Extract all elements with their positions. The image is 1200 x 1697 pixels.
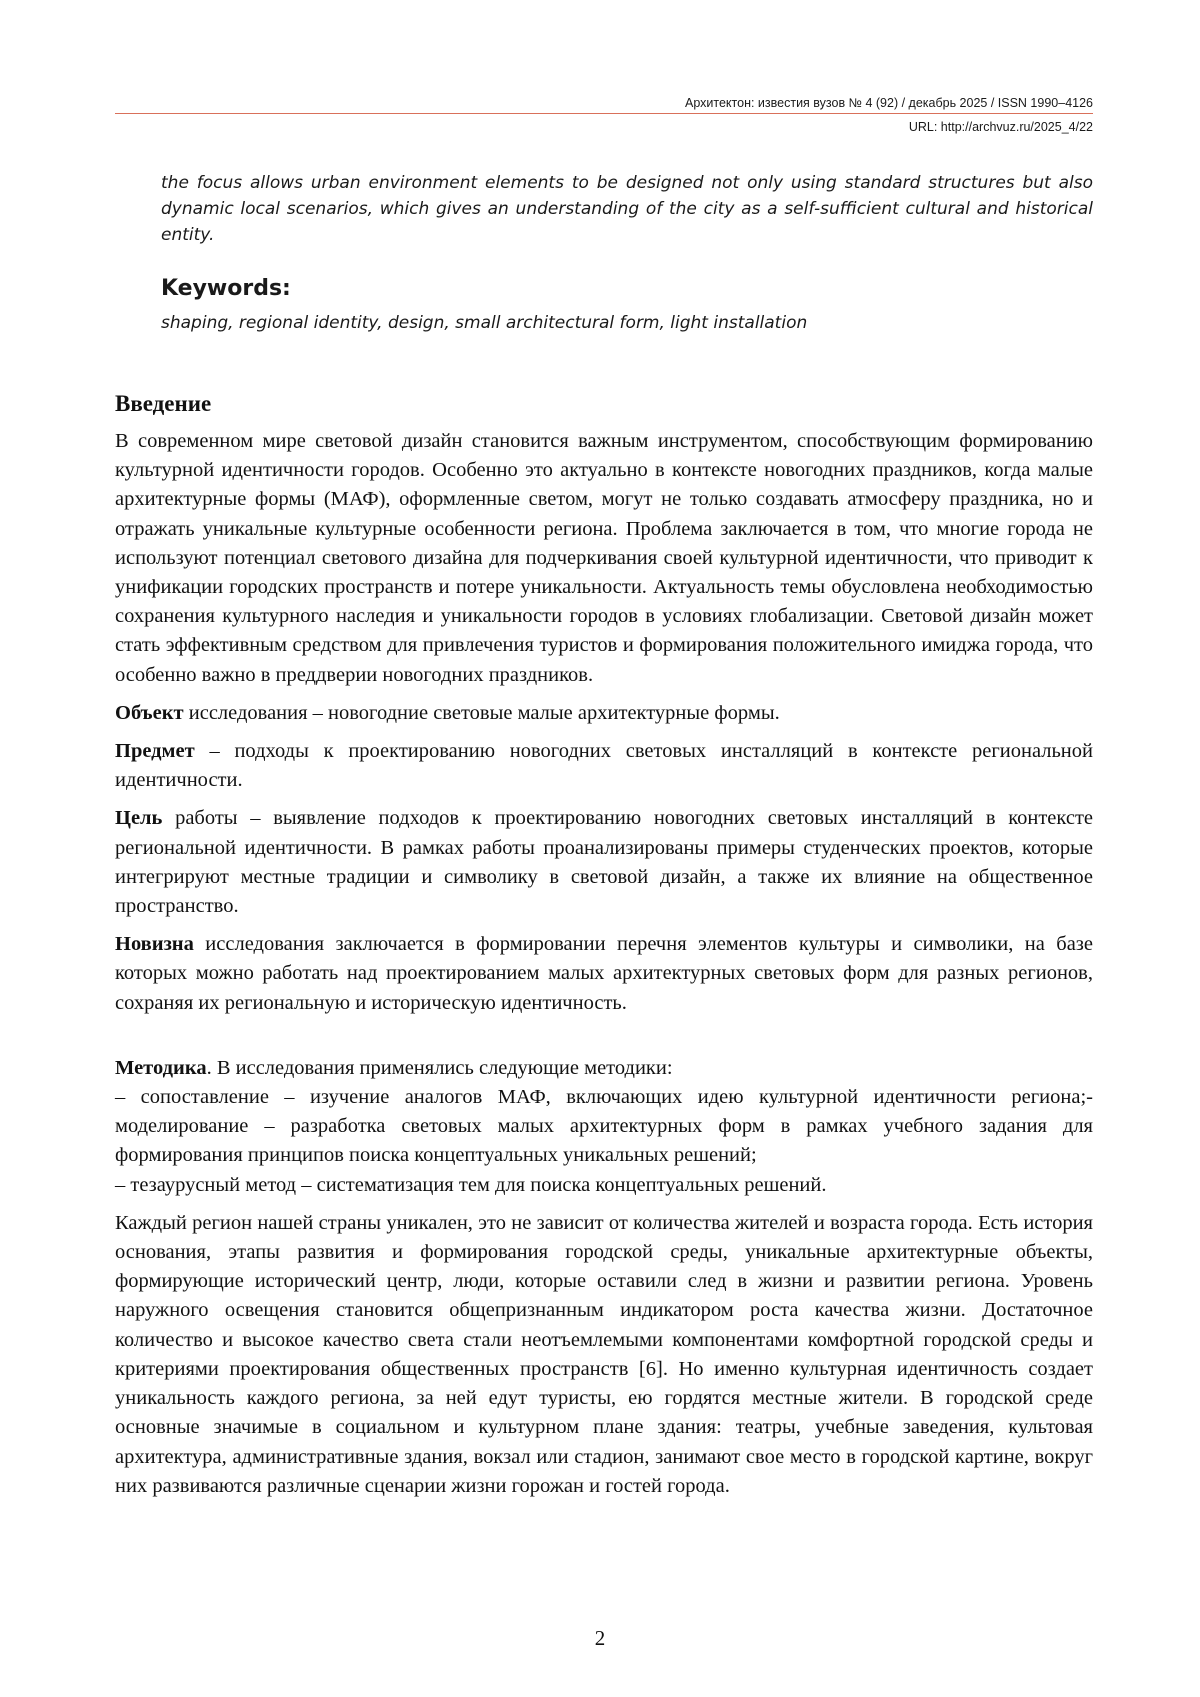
novelty-paragraph	[115, 930, 1093, 1018]
method-item-1: – сопоставление – изучение аналогов МАФ, включающих идею культурной идентичности региона;- моделирование – разработка световых малых архитектурных форм в рамках учебного задания для формирования принципов поиска концептуальных уникальных решений;	[115, 1086, 1093, 1167]
keywords-list: shaping, regional identity, design, small architectural form, light installation	[161, 313, 808, 333]
novelty-text: исследования заключается в формировании перечня элементов культуры и символики, на базе которых можно работать над проектированием малых архитектурных световых форм для разных регионов, сохраняя их региональную и историческую идентичность.	[115, 933, 1093, 1014]
object-label: Объект	[115, 701, 184, 724]
goal-paragraph	[115, 804, 1093, 921]
section-spacer	[115, 1027, 1093, 1054]
goal-text: работы – выявление подходов к проектированию новогодних световых инсталляций в контексте региональной идентичности. В рамках работы проанализированы примеры студенческих проектов, которые интегрируют местные традиции и символику в световой дизайн, а также их влияние на общественное пространство.	[115, 807, 1093, 918]
subject-text: – подходы к проектированию новогодних световых инсталляций в контексте региональной идентичности.	[115, 740, 1093, 792]
object-paragraph	[115, 699, 1093, 728]
method-label: Методика	[115, 1056, 207, 1079]
subject-label: Предмет	[115, 740, 195, 763]
goal-label: Цель	[115, 807, 163, 830]
page-number: 2	[594, 1626, 606, 1650]
intro-paragraph: В современном мире световой дизайн становится важным инструментом, способствующим формированию культурной идентичности городов. Особенно это актуально в контексте новогодних праздников, когда малые архитектурные формы (МАФ), оформленные светом, могут не только создавать атмосферу праздника, но и отражать уникальные культурные особенности региона. Проблема заключается в том, что многие города не используют потенциал светового дизайна для подчеркивания своей культурной идентичности, что приводит к унификации городских пространств и потере уникальности. Актуальность темы обусловлена необходимостью сохранения культурного наследия и уникальности городов в условиях глобализации. Световой дизайн может стать эффективным средством для привлечения туристов и формирования положительного имиджа города, что особенно важно в преддверии новогодних праздников.	[115, 430, 1093, 686]
object-text: исследования – новогодние световые малые архитектурные формы.	[183, 701, 780, 724]
method-intro-text: . В исследования применялись следующие методики:	[206, 1056, 673, 1079]
subject-paragraph	[115, 737, 1093, 795]
novelty-label: Новизна	[115, 933, 194, 956]
header-divider	[115, 113, 1093, 114]
journal-header: Архитектон: известия вузов № 4 (92) / декабрь 2025 / ISSN 1990–4126	[685, 96, 1093, 110]
section-heading-introduction: Введение	[115, 391, 212, 416]
method-block	[115, 1054, 1093, 1200]
method-item-2: – тезаурусный метод – систематизация тем для поиска концептуальных решений.	[115, 1173, 827, 1196]
abstract-tail: the focus allows urban environment elements to be designed not only using standard structures but also dynamic local scenarios, which gives an understanding of the city as a self-sufficient cultural and historical entity.	[161, 173, 1093, 245]
article-body	[115, 390, 1093, 1510]
region-paragraph: Каждый регион нашей страны уникален, это не зависит от количества жителей и возраста города. Есть история основания, этапы развития и формирования городской среды, уникальные архитектурные объекты, формирующие исторический центр, люди, которые оставили след в жизни и развитии региона. Уровень наружного освещения становится общепризнанным индикатором роста качества жизни. Достаточное количество и высокое качество света стали неотъемлемыми компонентами комфортной городской среды и критериями проектирования общественных пространств [6]. Но именно культурная идентичность создает уникальность каждого региона, за ней едут туристы, ею гордятся местные жители. В городской среде основные значимые в социальном и культурном плане здания: театры, учебные заведения, культовая архитектура, административные здания, вокзал или стадион, занимают свое место в городской картине, вокруг них развиваются различные сценарии жизни горожан и гостей города.	[115, 1211, 1093, 1497]
article-url[interactable]: URL: http://archvuz.ru/2025_4/22	[908, 120, 1093, 134]
keywords-heading: Keywords:	[161, 276, 291, 301]
method-intro	[115, 1054, 1093, 1083]
